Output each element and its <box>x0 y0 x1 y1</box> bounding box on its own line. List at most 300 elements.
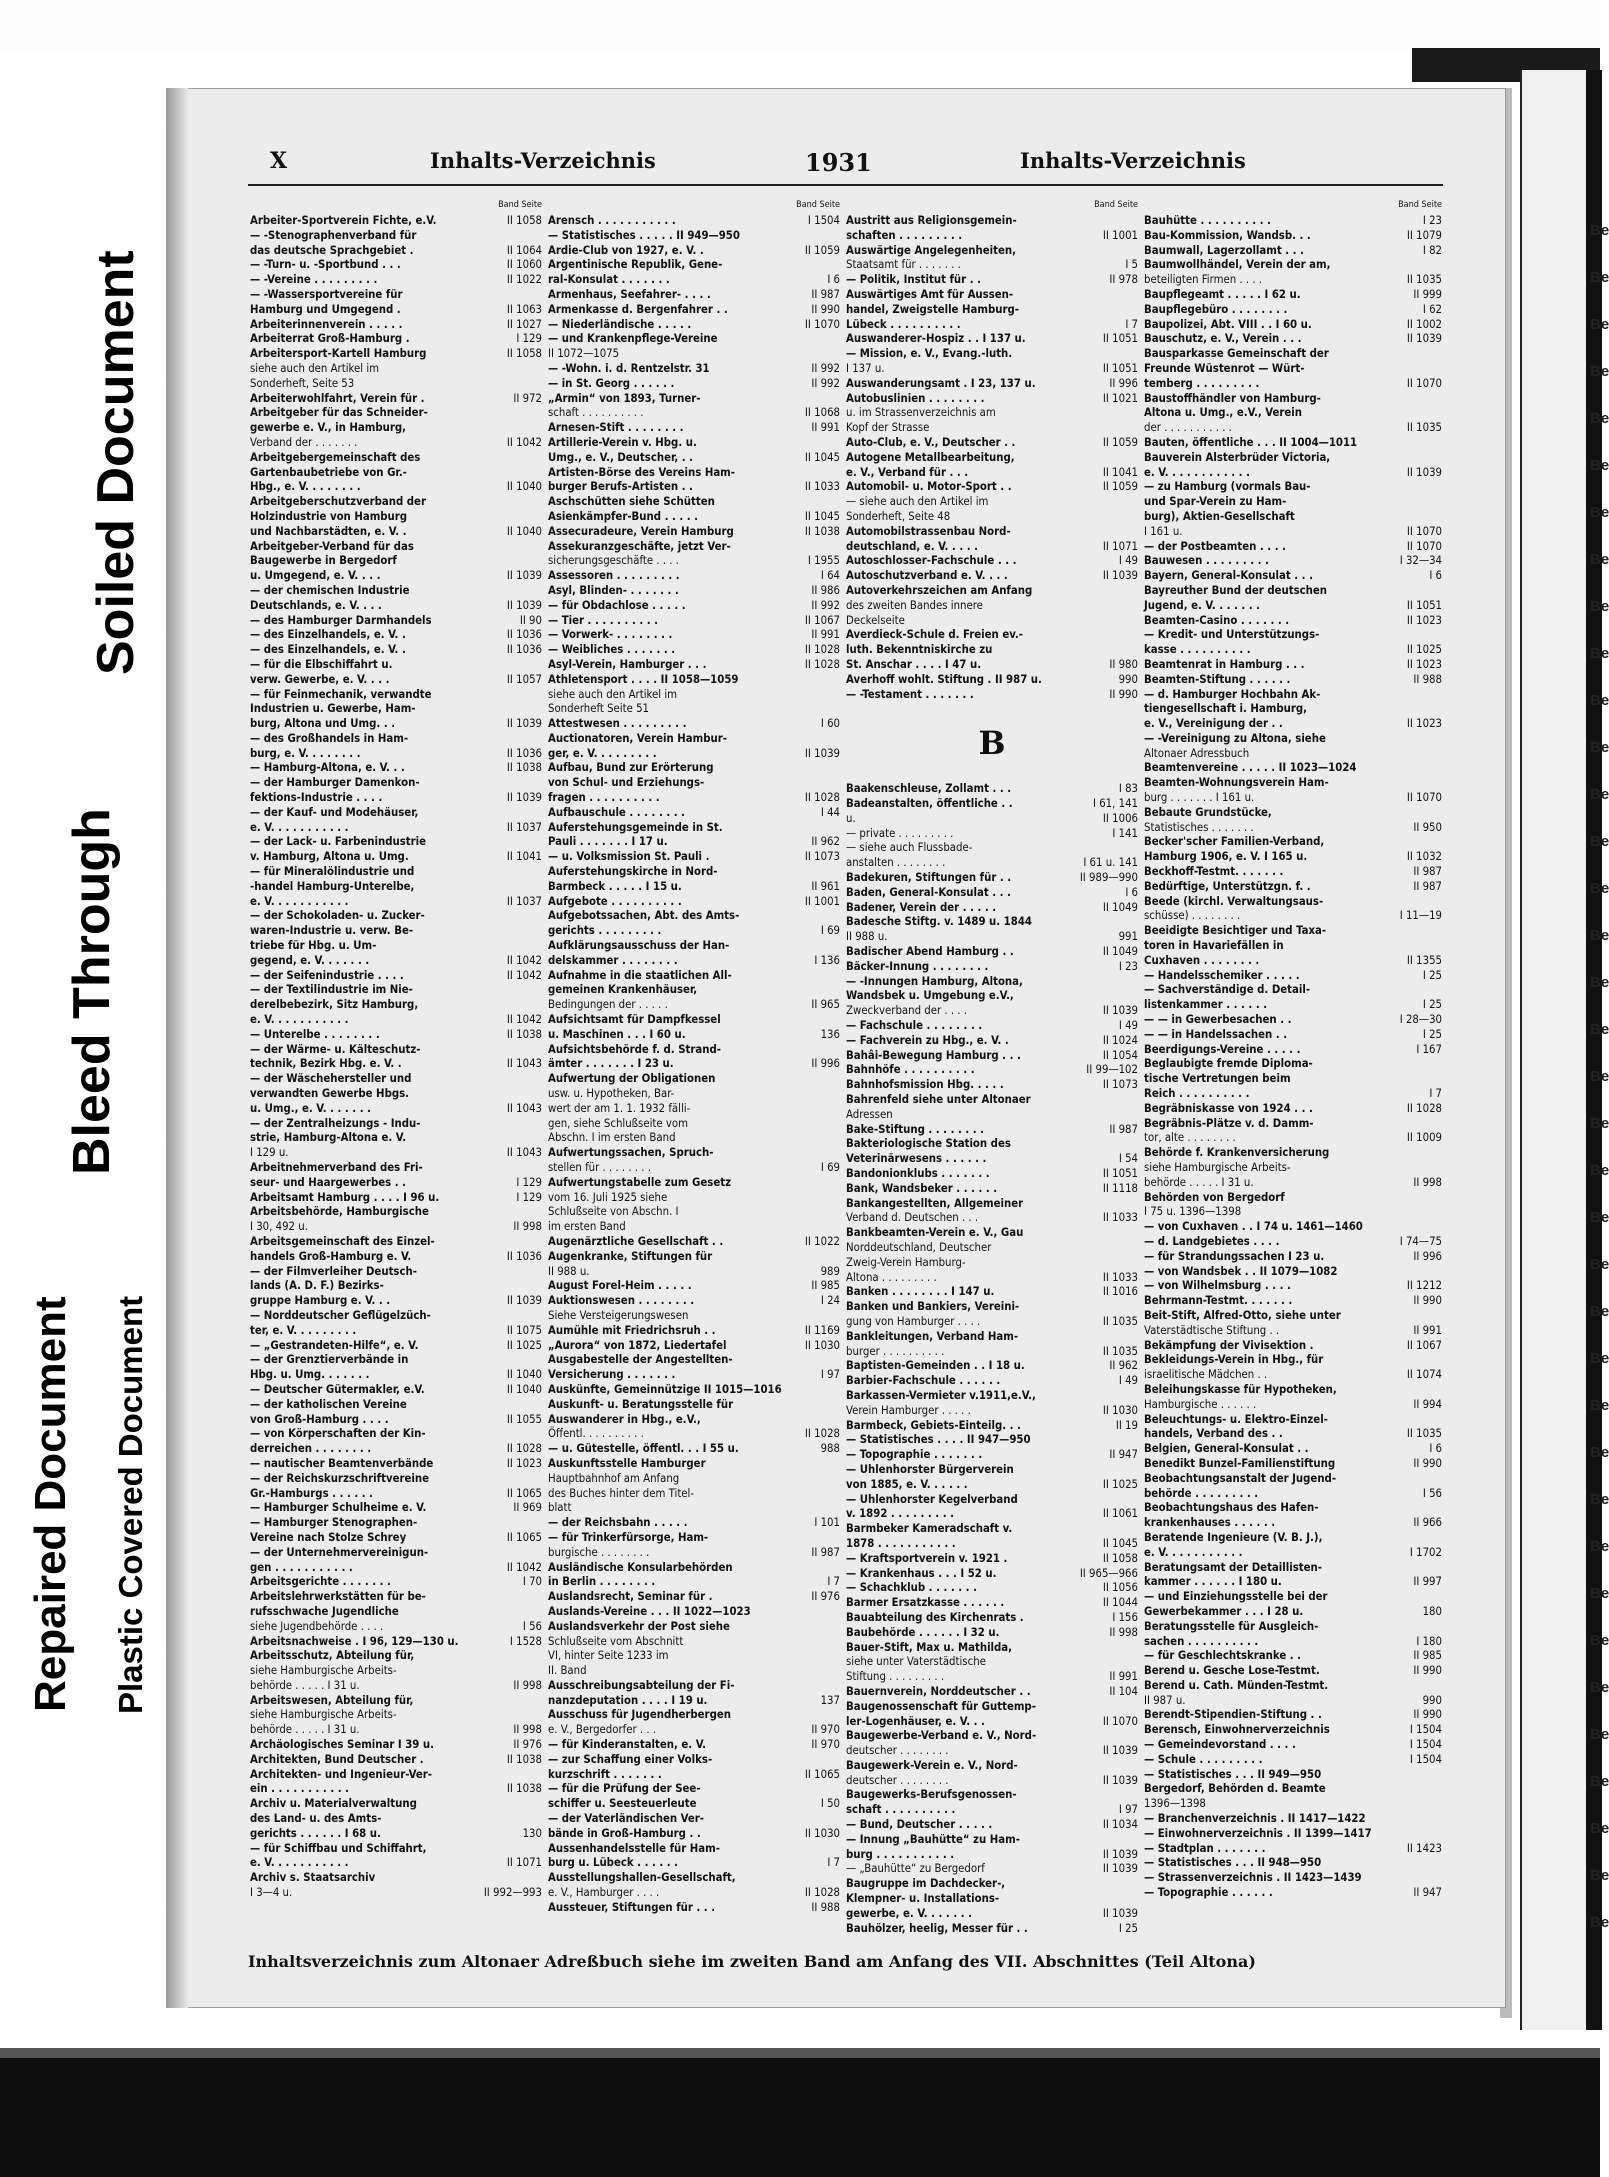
index-entry <box>548 717 840 732</box>
entry-reference: II 1039 <box>1102 1862 1138 1876</box>
index-entry <box>846 1596 1138 1611</box>
entry-text: — der Reichsbahn . . . . . <box>548 1516 688 1530</box>
entry-text: behörde . . . . . I 31 u. <box>1144 1175 1254 1189</box>
entry-text: e. V., Hamburger . . . . <box>548 1886 660 1900</box>
entry-text: Bauernverein, Norddeutscher . . <box>846 1684 1031 1698</box>
entry-reference <box>1438 258 1442 273</box>
entry-reference: II 1028 <box>1406 1101 1442 1115</box>
adjacent-page-fragment: Be <box>1590 974 1609 991</box>
index-entry <box>548 821 840 836</box>
entry-reference <box>1438 1590 1442 1605</box>
entry-reference: II 1039 <box>1102 1906 1138 1920</box>
index-entry <box>846 1211 1138 1226</box>
index-entry <box>1144 1649 1442 1664</box>
entry-reference: I 7 <box>827 1575 840 1589</box>
entry-text: Asyl-Verein, Hamburger . . . <box>548 657 707 671</box>
entry-text: Baugenossenschaft für Guttemp- <box>846 1699 1036 1713</box>
entry-reference <box>1134 347 1138 362</box>
entry-text: Benedikt Bunzel-Familienstiftung <box>1144 1456 1336 1470</box>
entry-text: gegend, e. V. . . . . . . <box>250 953 370 967</box>
entry-reference <box>836 865 840 880</box>
index-entry <box>1144 421 1442 436</box>
index-entry <box>1144 1871 1442 1886</box>
entry-reference: II 985 <box>811 1279 840 1293</box>
entry-text: II 1072—1075 <box>548 347 620 361</box>
entry-reference: II 992 <box>811 376 840 390</box>
entry-reference: II 1028 <box>506 1442 542 1456</box>
index-entry <box>250 1368 542 1383</box>
entry-text: Baugewerks-Berufsgenossen- <box>846 1788 1017 1802</box>
index-entry <box>1144 1561 1442 1576</box>
index-entry <box>548 1117 840 1132</box>
entry-text: Hamburg 1906, e. V. I 165 u. <box>1144 850 1308 864</box>
index-entry <box>846 1700 1138 1715</box>
entry-text: — des Hamburger Darmhandels <box>250 613 432 627</box>
entry-text: Bedürftige, Unterstützgn. f. . <box>1144 879 1311 893</box>
entry-reference: II 90 <box>519 613 542 627</box>
entry-reference: II 1075 <box>506 1323 542 1337</box>
entry-reference: II 1042 <box>506 1013 542 1027</box>
entry-reference: II 990 <box>1413 1294 1442 1308</box>
entry-reference: II 1028 <box>804 1886 840 1900</box>
entry-text: — Kredit- und Unterstützungs- <box>1144 628 1320 642</box>
entry-text: — -Stenographenverband für <box>250 228 417 242</box>
entry-text: gerichts . . . . . . I 68 u. <box>250 1826 381 1840</box>
entry-reference: II 1055 <box>506 1412 542 1426</box>
index-entry <box>1144 1546 1442 1561</box>
index-entry <box>250 747 542 762</box>
entry-text: Beleuchtungs- u. Elektro-Einzel- <box>1144 1412 1328 1426</box>
index-entry <box>1144 540 1442 555</box>
index-entry <box>548 1501 840 1516</box>
index-entry <box>548 1531 840 1546</box>
entry-text: — Uhlenhorster Kegelverband <box>846 1492 1018 1506</box>
entry-text: Bausparkasse Gemeinschaft der <box>1144 347 1329 361</box>
entry-text: II 987 u. <box>1144 1693 1186 1707</box>
index-entry <box>250 1176 542 1191</box>
entry-reference: I 25 <box>1422 1027 1442 1041</box>
index-entry <box>1144 273 1442 288</box>
entry-text: Ardie-Club von 1927, e. V. . <box>548 243 704 257</box>
index-entry <box>846 1892 1138 1907</box>
entry-reference: I 83 <box>1118 782 1138 796</box>
index-entry <box>846 827 1138 842</box>
index-entry <box>1144 1057 1442 1072</box>
entry-reference: I 129 <box>516 1190 542 1204</box>
entry-reference: II 998 <box>1413 1175 1442 1189</box>
entry-reference: II 980 <box>1109 657 1138 671</box>
entry-text: Verband der . . . . . . . <box>250 435 358 449</box>
adjacent-page-edge <box>1520 70 1609 2030</box>
entry-text: im ersten Band <box>548 1220 626 1234</box>
index-entry <box>250 1398 542 1413</box>
index-entry <box>1144 776 1442 791</box>
index-entry <box>250 1309 542 1324</box>
entry-text: deutscher . . . . . . . . <box>846 1744 949 1758</box>
entry-text: Arbeiterinnenverein . . . . . <box>250 317 403 331</box>
index-entry <box>1144 717 1442 732</box>
index-entry <box>846 362 1138 377</box>
entry-text: Barmbeck . . . . . I 15 u. <box>548 879 682 893</box>
entry-reference <box>1438 1383 1442 1398</box>
index-entry <box>250 1442 542 1457</box>
entry-reference: II 1169 <box>804 1323 840 1337</box>
entry-reference: II 992 <box>811 361 840 375</box>
entry-text: siehe Hamburgische Arbeits- <box>250 1708 397 1722</box>
entry-reference: II 987 <box>1413 879 1442 893</box>
index-entry <box>1144 1043 1442 1058</box>
entry-reference <box>836 540 840 555</box>
entry-text: — Fachschule . . . . . . . . <box>846 1019 983 1033</box>
entry-reference <box>538 1546 542 1561</box>
index-entry <box>1144 599 1442 614</box>
entry-reference <box>836 761 840 776</box>
header-rule <box>248 184 1443 186</box>
index-entry <box>846 1581 1138 1596</box>
entry-text: behörde . . . . . I 31 u. <box>250 1723 360 1737</box>
index-entry <box>1144 1472 1442 1487</box>
entry-reference: II 991 <box>1413 1323 1442 1337</box>
entry-reference <box>1134 1877 1138 1892</box>
entry-reference <box>1438 806 1442 821</box>
entry-reference: II 1038 <box>506 1027 542 1041</box>
index-entry <box>548 1265 840 1280</box>
index-entry <box>250 495 542 510</box>
index-entry <box>846 1049 1138 1064</box>
entry-text: Auslands-Vereine . . . II 1022—1023 <box>548 1604 751 1618</box>
entry-reference: II 1071 <box>506 1856 542 1870</box>
adjacent-page-fragment: Be <box>1590 1632 1609 1649</box>
entry-text: — -Vereinigung zu Altona, siehe <box>1144 731 1326 745</box>
index-entry <box>250 1383 542 1398</box>
entry-reference: II 19 <box>1115 1418 1138 1432</box>
entry-text: — siehe auch den Artikel im <box>846 495 989 509</box>
entry-text: handels, Verband des . . <box>1144 1427 1283 1441</box>
index-entry <box>846 1078 1138 1093</box>
entry-text: kurzschrift . . . . . . . <box>548 1767 662 1781</box>
entry-reference <box>836 1250 840 1265</box>
index-entry <box>548 1368 840 1383</box>
stamp-bleed-through: Bleed Through <box>63 808 121 1175</box>
index-entry <box>548 332 840 347</box>
entry-text: Beamtenvereine . . . . . II 1023—1024 <box>1144 761 1357 775</box>
index-entry <box>1144 303 1442 318</box>
index-entry <box>548 628 840 643</box>
entry-reference <box>1438 1353 1442 1368</box>
entry-text: behörde . . . . . I 31 u. <box>250 1678 360 1692</box>
entry-reference <box>836 1146 840 1161</box>
index-entry <box>846 1803 1138 1818</box>
entry-text: Argentinische Republik, Gene- <box>548 258 723 272</box>
index-entry <box>250 850 542 865</box>
entry-reference: II 1040 <box>506 480 542 494</box>
entry-reference: I 6 <box>1429 569 1442 583</box>
adjacent-page-fragment: Be <box>1590 739 1609 756</box>
entry-text: — Stadtplan . . . . . . . <box>1144 1841 1266 1855</box>
index-entry <box>250 909 542 924</box>
index-entry <box>1144 1516 1442 1531</box>
index-entry <box>250 1501 542 1516</box>
index-entry <box>1144 880 1442 895</box>
entry-text: Banken und Bankiers, Vereini- <box>846 1300 1020 1314</box>
entry-text: — Statistisches . . . . II 947—950 <box>846 1433 1031 1447</box>
index-entry <box>548 1871 840 1886</box>
section-letter: B <box>978 724 1006 763</box>
index-entry <box>1144 466 1442 481</box>
entry-reference <box>538 1871 542 1886</box>
entry-text: verwandten Gewerbe Hbgs. <box>250 1087 410 1101</box>
entry-reference: II 1064 <box>506 243 542 257</box>
index-entry <box>548 495 840 510</box>
entry-text: Aufgebotssachen, Abt. des Amts- <box>548 909 740 923</box>
entry-reference <box>538 732 542 747</box>
index-entry <box>1144 288 1442 303</box>
entry-reference: I 69 <box>820 1161 840 1174</box>
entry-reference: II 947 <box>1413 1886 1442 1900</box>
entry-reference <box>1438 495 1442 510</box>
index-entry <box>1144 1575 1442 1590</box>
entry-text: Bekämpfung der Vivisektion . <box>1144 1338 1314 1352</box>
index-entry <box>250 510 542 525</box>
index-entry <box>1144 1531 1442 1546</box>
index-entry <box>548 1768 840 1783</box>
index-entry <box>250 658 542 673</box>
entry-reference: II 1067 <box>1406 1338 1442 1352</box>
index-entry <box>846 1226 1138 1241</box>
entry-reference <box>836 1102 840 1117</box>
entry-reference <box>1134 989 1138 1004</box>
index-entry <box>548 909 840 924</box>
index-entry <box>846 1759 1138 1774</box>
entry-text: — Unterelbe . . . . . . . . <box>250 1027 380 1041</box>
entry-text: Gewerbekammer . . . I 28 u. <box>1144 1604 1304 1618</box>
index-entry <box>250 1279 542 1294</box>
index-entry <box>250 880 542 895</box>
index-entry <box>548 1901 840 1916</box>
entry-text: Autoverkehrszeichen am Anfang <box>846 583 1033 597</box>
entry-text: Beamten-Casino . . . . . . . <box>1144 613 1290 627</box>
entry-reference: II 1049 <box>1102 945 1138 959</box>
index-entry <box>548 895 840 910</box>
index-entry <box>250 525 542 540</box>
entry-text: e. V. . . . . . . . . . . . <box>1144 465 1250 479</box>
index-entry <box>846 812 1138 827</box>
entry-reference: II 989—990 <box>1079 871 1138 885</box>
index-entry <box>250 1886 542 1901</box>
index-entry <box>1144 1146 1442 1161</box>
entry-reference <box>1438 747 1442 762</box>
index-entry <box>250 1842 542 1857</box>
index-entry <box>846 1108 1138 1123</box>
index-entry <box>250 1087 542 1102</box>
index-column-3 <box>846 200 1138 1936</box>
entry-text: Statistisches . . . . . . . <box>1144 820 1254 834</box>
index-entry <box>1144 258 1442 273</box>
entry-text: Cuxhaven . . . . . . . . <box>1144 953 1260 967</box>
entry-reference: II 988 <box>811 1900 840 1914</box>
index-entry <box>548 584 840 599</box>
entry-text: -handel Hamburg-Unterelbe, <box>250 879 415 893</box>
index-entry <box>250 421 542 436</box>
entry-text: Bankleitungen, Verband Ham- <box>846 1329 1019 1343</box>
index-entry <box>846 510 1138 525</box>
index-entry <box>548 510 840 525</box>
index-entry <box>548 1635 840 1650</box>
index-entry <box>250 1339 542 1354</box>
entry-reference <box>1438 1501 1442 1516</box>
index-entry <box>548 850 840 865</box>
entry-text: u. Maschinen . . . I 60 u. <box>548 1027 686 1041</box>
index-entry <box>548 406 840 421</box>
entry-text: Arbeitgeber für das Schneider- <box>250 406 428 420</box>
entry-text: Barkassen-Vermieter v.1911,e.V., <box>846 1388 1036 1402</box>
entry-reference <box>1134 1700 1138 1715</box>
entry-reference: II 1035 <box>1406 273 1442 287</box>
entry-text: Verein Hamburger . . . . . <box>846 1403 971 1417</box>
index-entry <box>1144 377 1442 392</box>
entry-reference <box>836 258 840 273</box>
index-entry <box>1144 1294 1442 1309</box>
entry-reference: II 965—966 <box>1079 1566 1138 1580</box>
entry-reference <box>538 1309 542 1324</box>
entry-text: gewerbe e. V., in Hamburg, <box>250 421 407 435</box>
entry-text: Armenkasse d. Bergenfahrer . . <box>548 302 728 316</box>
index-entry <box>250 436 542 451</box>
entry-text: Auskunft- u. Beratungsstelle für <box>548 1397 734 1411</box>
index-entry <box>548 1235 840 1250</box>
entry-reference <box>538 1072 542 1087</box>
index-entry <box>250 480 542 495</box>
entry-reference <box>836 1205 840 1220</box>
band-seite-label: Band Seite <box>498 200 542 210</box>
entry-text: Armenhaus, Seefahrer- . . . . <box>548 287 711 301</box>
entry-text: Arbeitsgerichte . . . . . . . <box>250 1575 391 1589</box>
entry-text: ein . . . . . . . . . . . <box>250 1782 349 1796</box>
entry-reference: II 1054 <box>1102 1048 1138 1062</box>
index-entry <box>250 983 542 998</box>
index-entry <box>250 954 542 969</box>
entry-text: Bau-Kommission, Wandsb. . . <box>1144 228 1311 242</box>
entry-reference: I 44 <box>820 805 840 819</box>
entry-reference: II 1035 <box>1102 1314 1138 1328</box>
entry-text: — für die Prüfung der See- <box>548 1782 701 1796</box>
entry-reference <box>1134 1241 1138 1256</box>
index-entry <box>548 451 840 466</box>
index-entry <box>846 960 1138 975</box>
entry-reference <box>538 540 542 555</box>
entry-reference: II 987 <box>1413 865 1442 879</box>
entry-text: e. V., Bergedorfer . . . <box>548 1723 657 1737</box>
entry-text: Arbeiter-Sportverein Fichte, e.V. <box>250 214 437 227</box>
entry-text: sicherungsgeschäfte . . . . <box>548 554 679 568</box>
index-entry <box>250 1161 542 1176</box>
index-entry <box>250 761 542 776</box>
entry-text: e. V., Verband für . . . <box>846 465 969 479</box>
entry-text: fektions-Industrie . . . . <box>250 791 383 805</box>
entry-text: — -Testament . . . . . . . <box>846 687 974 701</box>
index-entry <box>1144 1856 1442 1871</box>
index-entry <box>548 1856 840 1871</box>
entry-reference: I 167 <box>1416 1042 1442 1056</box>
entry-reference: II 1028 <box>804 643 840 657</box>
index-entry <box>548 288 840 303</box>
entry-text: und Nachbarstädten, e. V. . <box>250 524 407 538</box>
entry-reference: II 1043 <box>506 1101 542 1115</box>
entry-text: Aufbauschule . . . . . . . . <box>548 805 685 819</box>
entry-reference: II 991 <box>811 628 840 642</box>
entry-reference <box>538 554 542 569</box>
entry-text: v. 1892 . . . . . . . . . <box>846 1507 954 1521</box>
index-entry <box>1144 1339 1442 1354</box>
index-entry <box>548 1161 840 1176</box>
header-title-left: Inhalts-Verzeichnis <box>430 148 656 173</box>
index-entry <box>846 614 1138 629</box>
index-entry <box>846 1907 1138 1922</box>
entry-text: Bekleidungs-Verein in Hbg., für <box>1144 1353 1324 1367</box>
entry-reference: I 1955 <box>807 554 840 568</box>
entry-reference: II 1038 <box>506 1782 542 1796</box>
entry-reference <box>538 776 542 791</box>
index-entry <box>1144 1383 1442 1398</box>
entry-text: — private . . . . . . . . . <box>846 826 954 840</box>
entry-text: gerichts . . . . . . . . . <box>548 924 662 938</box>
entry-reference: II 950 <box>1413 820 1442 834</box>
entry-reference: II 1079 <box>1406 228 1442 242</box>
index-entry <box>548 998 840 1013</box>
index-entry <box>846 1848 1138 1863</box>
entry-reference <box>1134 1641 1138 1656</box>
entry-text: — Deutscher Gütermakler, e.V. <box>250 1382 425 1396</box>
entry-reference <box>1438 1413 1442 1428</box>
entry-text: Arbeiterrat Groß-Hamburg . <box>250 332 410 346</box>
entry-text: derreichen . . . . . . . . <box>250 1442 372 1456</box>
entry-reference: II 987 <box>811 287 840 301</box>
entry-reference: II 1036 <box>506 1249 542 1263</box>
index-entry <box>1144 1235 1442 1250</box>
entry-reference: II 1039 <box>1102 1744 1138 1758</box>
entry-reference: II 1039 <box>506 569 542 583</box>
entry-text: Auswanderungsamt . I 23, 137 u. <box>846 376 1036 390</box>
index-entry <box>250 1072 542 1087</box>
index-entry <box>846 945 1138 960</box>
index-entry <box>548 702 840 717</box>
entry-text: Aufgebote . . . . . . . . . . <box>548 894 682 908</box>
entry-reference: I 56 <box>1422 1486 1442 1500</box>
entry-text: Banken . . . . . . . . I 147 u. <box>846 1285 995 1299</box>
entry-reference: II 969 <box>513 1501 542 1515</box>
entry-text: Archiv u. Materialverwaltung <box>250 1797 417 1811</box>
entry-reference <box>836 1072 840 1087</box>
page-left-shadow <box>166 88 188 2008</box>
entry-reference <box>836 1649 840 1664</box>
entry-reference <box>836 1457 840 1472</box>
adjacent-page-fragment: Be <box>1590 1162 1609 1179</box>
entry-reference <box>538 421 542 436</box>
index-entry <box>250 554 542 569</box>
entry-reference <box>836 702 840 717</box>
entry-reference: II 1043 <box>506 1146 542 1160</box>
entry-text: — Kraftsportverein v. 1921 . <box>846 1551 1008 1565</box>
entry-text: Baakenschleuse, Zollamt . . . <box>846 782 1012 796</box>
entry-reference <box>1438 1057 1442 1072</box>
index-entry <box>548 1383 840 1398</box>
index-entry <box>250 392 542 407</box>
entry-text: Archäologisches Seminar I 39 u. <box>250 1738 435 1752</box>
entry-reference: I 129 <box>516 332 542 346</box>
index-entry <box>548 1472 840 1487</box>
entry-text: — der Postbeamten . . . . <box>1144 539 1286 553</box>
entry-text: Begräbniskasse von 1924 . . . <box>1144 1101 1313 1115</box>
